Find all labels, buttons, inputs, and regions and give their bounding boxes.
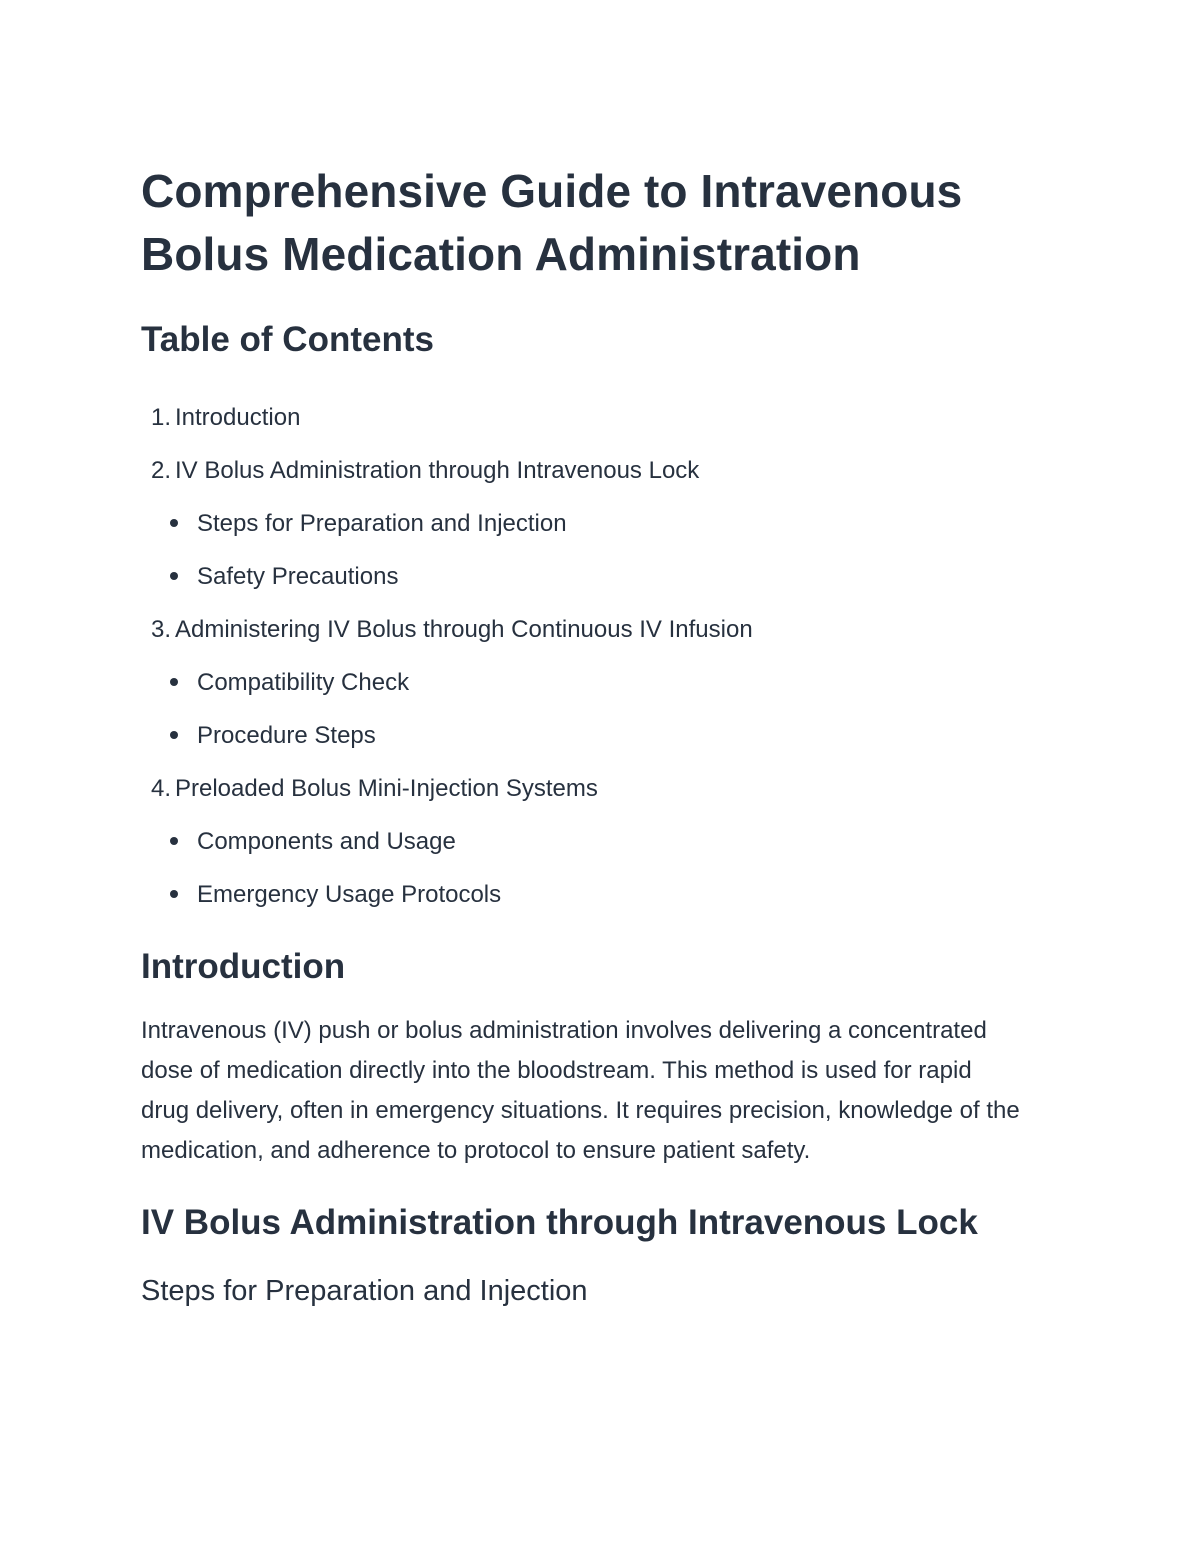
toc-item-continuous-infusion [141, 603, 1041, 656]
toc-subitem: Procedure Steps [141, 709, 1041, 762]
toc-item-introduction [141, 391, 1041, 444]
iv-lock-section-heading: IV Bolus Administration through Intravenous Lock [141, 1203, 978, 1242]
toc-item-number: 1. [150, 404, 171, 431]
toc-sublist-iv-lock [141, 497, 1041, 603]
bullet-icon [170, 572, 178, 580]
toc-item-number: 2. [150, 457, 171, 484]
toc-item-label: Preloaded Bolus Mini-Injection Systems [175, 775, 598, 802]
toc-item-label: IV Bolus Administration through Intravenous Lock [175, 457, 700, 484]
toc-item-label: Administering IV Bolus through Continuous IV Infusion [175, 616, 753, 643]
toc-subitem: Safety Precautions [141, 550, 1041, 603]
toc-sublist-preloaded-systems [141, 815, 1041, 921]
bullet-icon [170, 890, 178, 898]
toc-item-number: 3. [150, 616, 171, 643]
introduction-paragraph: Intravenous (IV) push or bolus administration involves delivering a concentrated dose of medication directly into the bloodstream. This method is used for rapid drug delivery, often in emergency situations. It requires precision, knowledge of the medication, and adherence to protocol to ensure patient safety. [141, 1017, 1020, 1164]
toc-item-number: 4. [150, 775, 171, 802]
toc-subitem: Steps for Preparation and Injection [141, 497, 1041, 550]
introduction-heading: Introduction [141, 947, 346, 986]
bullet-icon [170, 519, 178, 527]
toc-item-iv-lock [141, 444, 1041, 497]
toc-item-label: Introduction [175, 404, 301, 431]
bullet-icon [170, 731, 178, 739]
toc-subitem: Components and Usage [141, 815, 1041, 868]
toc-heading: Table of Contents [141, 320, 434, 359]
table-of-contents [141, 391, 1041, 921]
bullet-icon [170, 837, 178, 845]
toc-sublist-continuous-infusion [141, 656, 1041, 762]
toc-item-preloaded-systems [141, 762, 1041, 815]
document-title: Comprehensive Guide to Intravenous Bolus Medication Administration [141, 165, 963, 280]
toc-subitem: Compatibility Check [141, 656, 1041, 709]
iv-lock-subheading: Steps for Preparation and Injection [141, 1275, 588, 1307]
bullet-icon [170, 678, 178, 686]
document-page [141, 160, 1041, 1311]
toc-subitem: Emergency Usage Protocols [141, 868, 1041, 921]
